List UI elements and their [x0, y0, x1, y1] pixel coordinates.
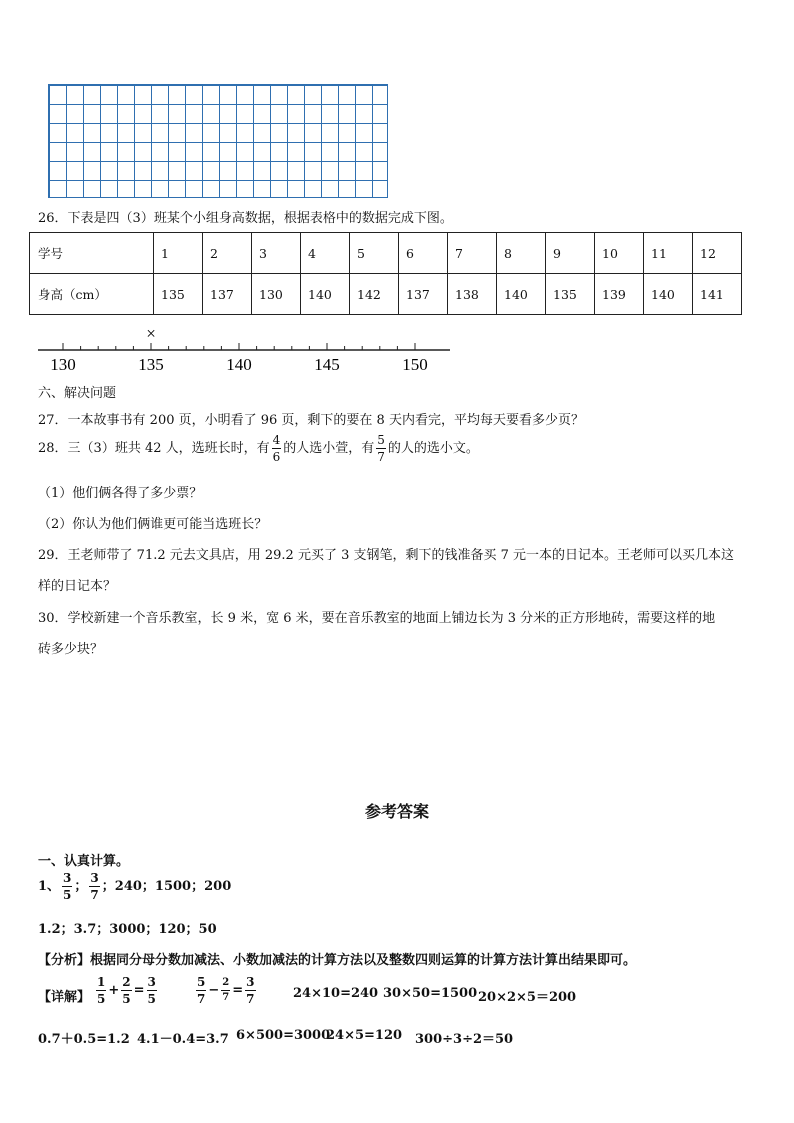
tick-label: 145	[314, 355, 340, 374]
numerator: 3	[246, 975, 255, 989]
table-cell: 138	[448, 274, 497, 315]
denominator: 7	[377, 450, 385, 464]
operator: +	[108, 983, 120, 998]
denominator: 5	[97, 992, 106, 1006]
fraction	[89, 872, 99, 901]
table-cell: 10	[595, 233, 644, 274]
table-cell: 1	[154, 233, 203, 274]
denominator: 7	[197, 992, 206, 1006]
tick-label: 150	[402, 355, 428, 374]
separator: ；	[74, 879, 88, 894]
fraction	[147, 976, 157, 1005]
equals: =	[232, 983, 244, 998]
q28-text-post: 的人的选小文。	[387, 441, 479, 456]
table-cell: 140	[497, 274, 546, 315]
numerator: 3	[90, 871, 99, 885]
q27: 27．一本故事书有 200 页，小明看了 96 页，剩下的要在 8 天内看完，平均每天要看多少页？	[38, 413, 584, 428]
q28-sub2: （2）你认为他们俩谁更可能当选班长？	[38, 517, 268, 532]
table-row-ids	[30, 233, 742, 274]
tick-label: 140	[226, 355, 252, 374]
denominator: 7	[246, 992, 255, 1006]
table-cell: 135	[154, 274, 203, 315]
table-cell: 11	[644, 233, 693, 274]
table-cell: 12	[693, 233, 742, 274]
denominator: 5	[122, 992, 131, 1006]
row-label-id: 学号	[30, 233, 154, 274]
detail-label: 【详解】	[38, 990, 91, 1005]
q28-sub1: （1）他们俩各得了多少票？	[38, 486, 203, 501]
answer-1	[38, 872, 231, 901]
numerator: 4	[272, 433, 281, 447]
equals: =	[133, 983, 145, 998]
fraction	[196, 976, 206, 1005]
fraction	[121, 976, 131, 1005]
table-cell: 3	[252, 233, 301, 274]
tick-label: 135	[138, 355, 164, 374]
fraction	[62, 872, 72, 901]
detail-eq1	[94, 976, 159, 1005]
table-row-heights	[30, 274, 742, 315]
numerator: 2	[221, 978, 230, 991]
answers-section1: 一、认真计算。	[38, 854, 130, 869]
detail-eq2	[194, 976, 258, 1005]
table-cell: 2	[203, 233, 252, 274]
detail-eq5: 20×2×5＝200	[478, 990, 577, 1005]
table-cell: 139	[595, 274, 644, 315]
grid-paper	[48, 84, 388, 198]
q28-text-pre: 28．三（3）班共 42 人，选班长时，有	[38, 441, 270, 456]
numerator: 5	[377, 433, 385, 447]
numerator: 2	[122, 975, 131, 989]
answer-1-line2: 1.2；3.7；3000；120；50	[38, 922, 217, 937]
fraction	[245, 976, 255, 1005]
height-table	[29, 232, 742, 315]
table-cell: 5	[350, 233, 399, 274]
detail-eq6: 0.7＋0.5=1.2	[38, 1032, 130, 1047]
q26-title: 26．下表是四（3）班某个小组身高数据，根据表格中的数据完成下图。	[38, 211, 453, 226]
analysis: 【分析】根据同分母分数加减法、小数加减法的计算方法以及整数四则运算的计算方法计算出结果即可。	[38, 953, 637, 968]
answer-1-rest: ；240；1500；200	[101, 879, 232, 894]
operator: −	[208, 983, 220, 998]
detail-eq9: 24×5=120	[326, 1028, 403, 1043]
numerator: 3	[63, 871, 72, 885]
denominator: 7	[222, 992, 230, 1003]
table-cell: 9	[546, 233, 595, 274]
table-cell: 141	[693, 274, 742, 315]
answer-1-prefix: 1、	[38, 879, 61, 894]
row-label-height: 身高（cm）	[30, 274, 154, 315]
table-cell: 137	[399, 274, 448, 315]
table-cell: 130	[252, 274, 301, 315]
q30-line2: 砖多少块？	[38, 642, 104, 657]
q28-text-mid: 的人选小萱，有	[283, 441, 375, 456]
fraction	[376, 434, 386, 463]
table-cell: 4	[301, 233, 350, 274]
denominator: 5	[63, 888, 72, 902]
denominator: 6	[272, 450, 281, 464]
q28	[38, 434, 479, 463]
detail-eq10: 300÷3÷2＝50	[415, 1032, 514, 1047]
denominator: 5	[147, 992, 156, 1006]
detail-eq7: 4.1－0.4=3.7	[137, 1032, 229, 1047]
fraction	[96, 976, 106, 1005]
numerator: 3	[147, 975, 156, 989]
cross-mark: ×	[146, 324, 156, 343]
table-cell: 140	[301, 274, 350, 315]
fraction	[221, 978, 230, 1003]
tick-label: 130	[50, 355, 76, 374]
detail-eq4: 30×50=1500	[383, 986, 478, 1001]
numerator: 1	[97, 975, 106, 989]
table-cell: 6	[399, 233, 448, 274]
q29-line1: 29．王老师带了 71.2 元去文具店，用 29.2 元买了 3 支钢笔，剩下的钱准备买 7 元一本的日记本。王老师可以买几本这	[38, 548, 735, 563]
number-line	[30, 322, 460, 374]
detail-eq8: 6×500=3000	[236, 1028, 331, 1043]
table-cell: 142	[350, 274, 399, 315]
q29-line2: 样的日记本？	[38, 579, 117, 594]
table-cell: 137	[203, 274, 252, 315]
table-cell: 7	[448, 233, 497, 274]
table-cell: 8	[497, 233, 546, 274]
section6-heading: 六、解决问题	[38, 386, 117, 401]
denominator: 7	[90, 888, 99, 902]
q30-line1: 30．学校新建一个音乐教室，长 9 米，宽 6 米，要在音乐教室的地面上铺边长为 3 分米的正方形地砖，需要这样的地	[38, 611, 716, 626]
fraction	[272, 434, 282, 463]
table-cell: 140	[644, 274, 693, 315]
table-cell: 135	[546, 274, 595, 315]
answers-title: 参考答案	[364, 802, 429, 821]
detail-eq3: 24×10=240	[293, 986, 379, 1001]
numerator: 5	[197, 975, 206, 989]
